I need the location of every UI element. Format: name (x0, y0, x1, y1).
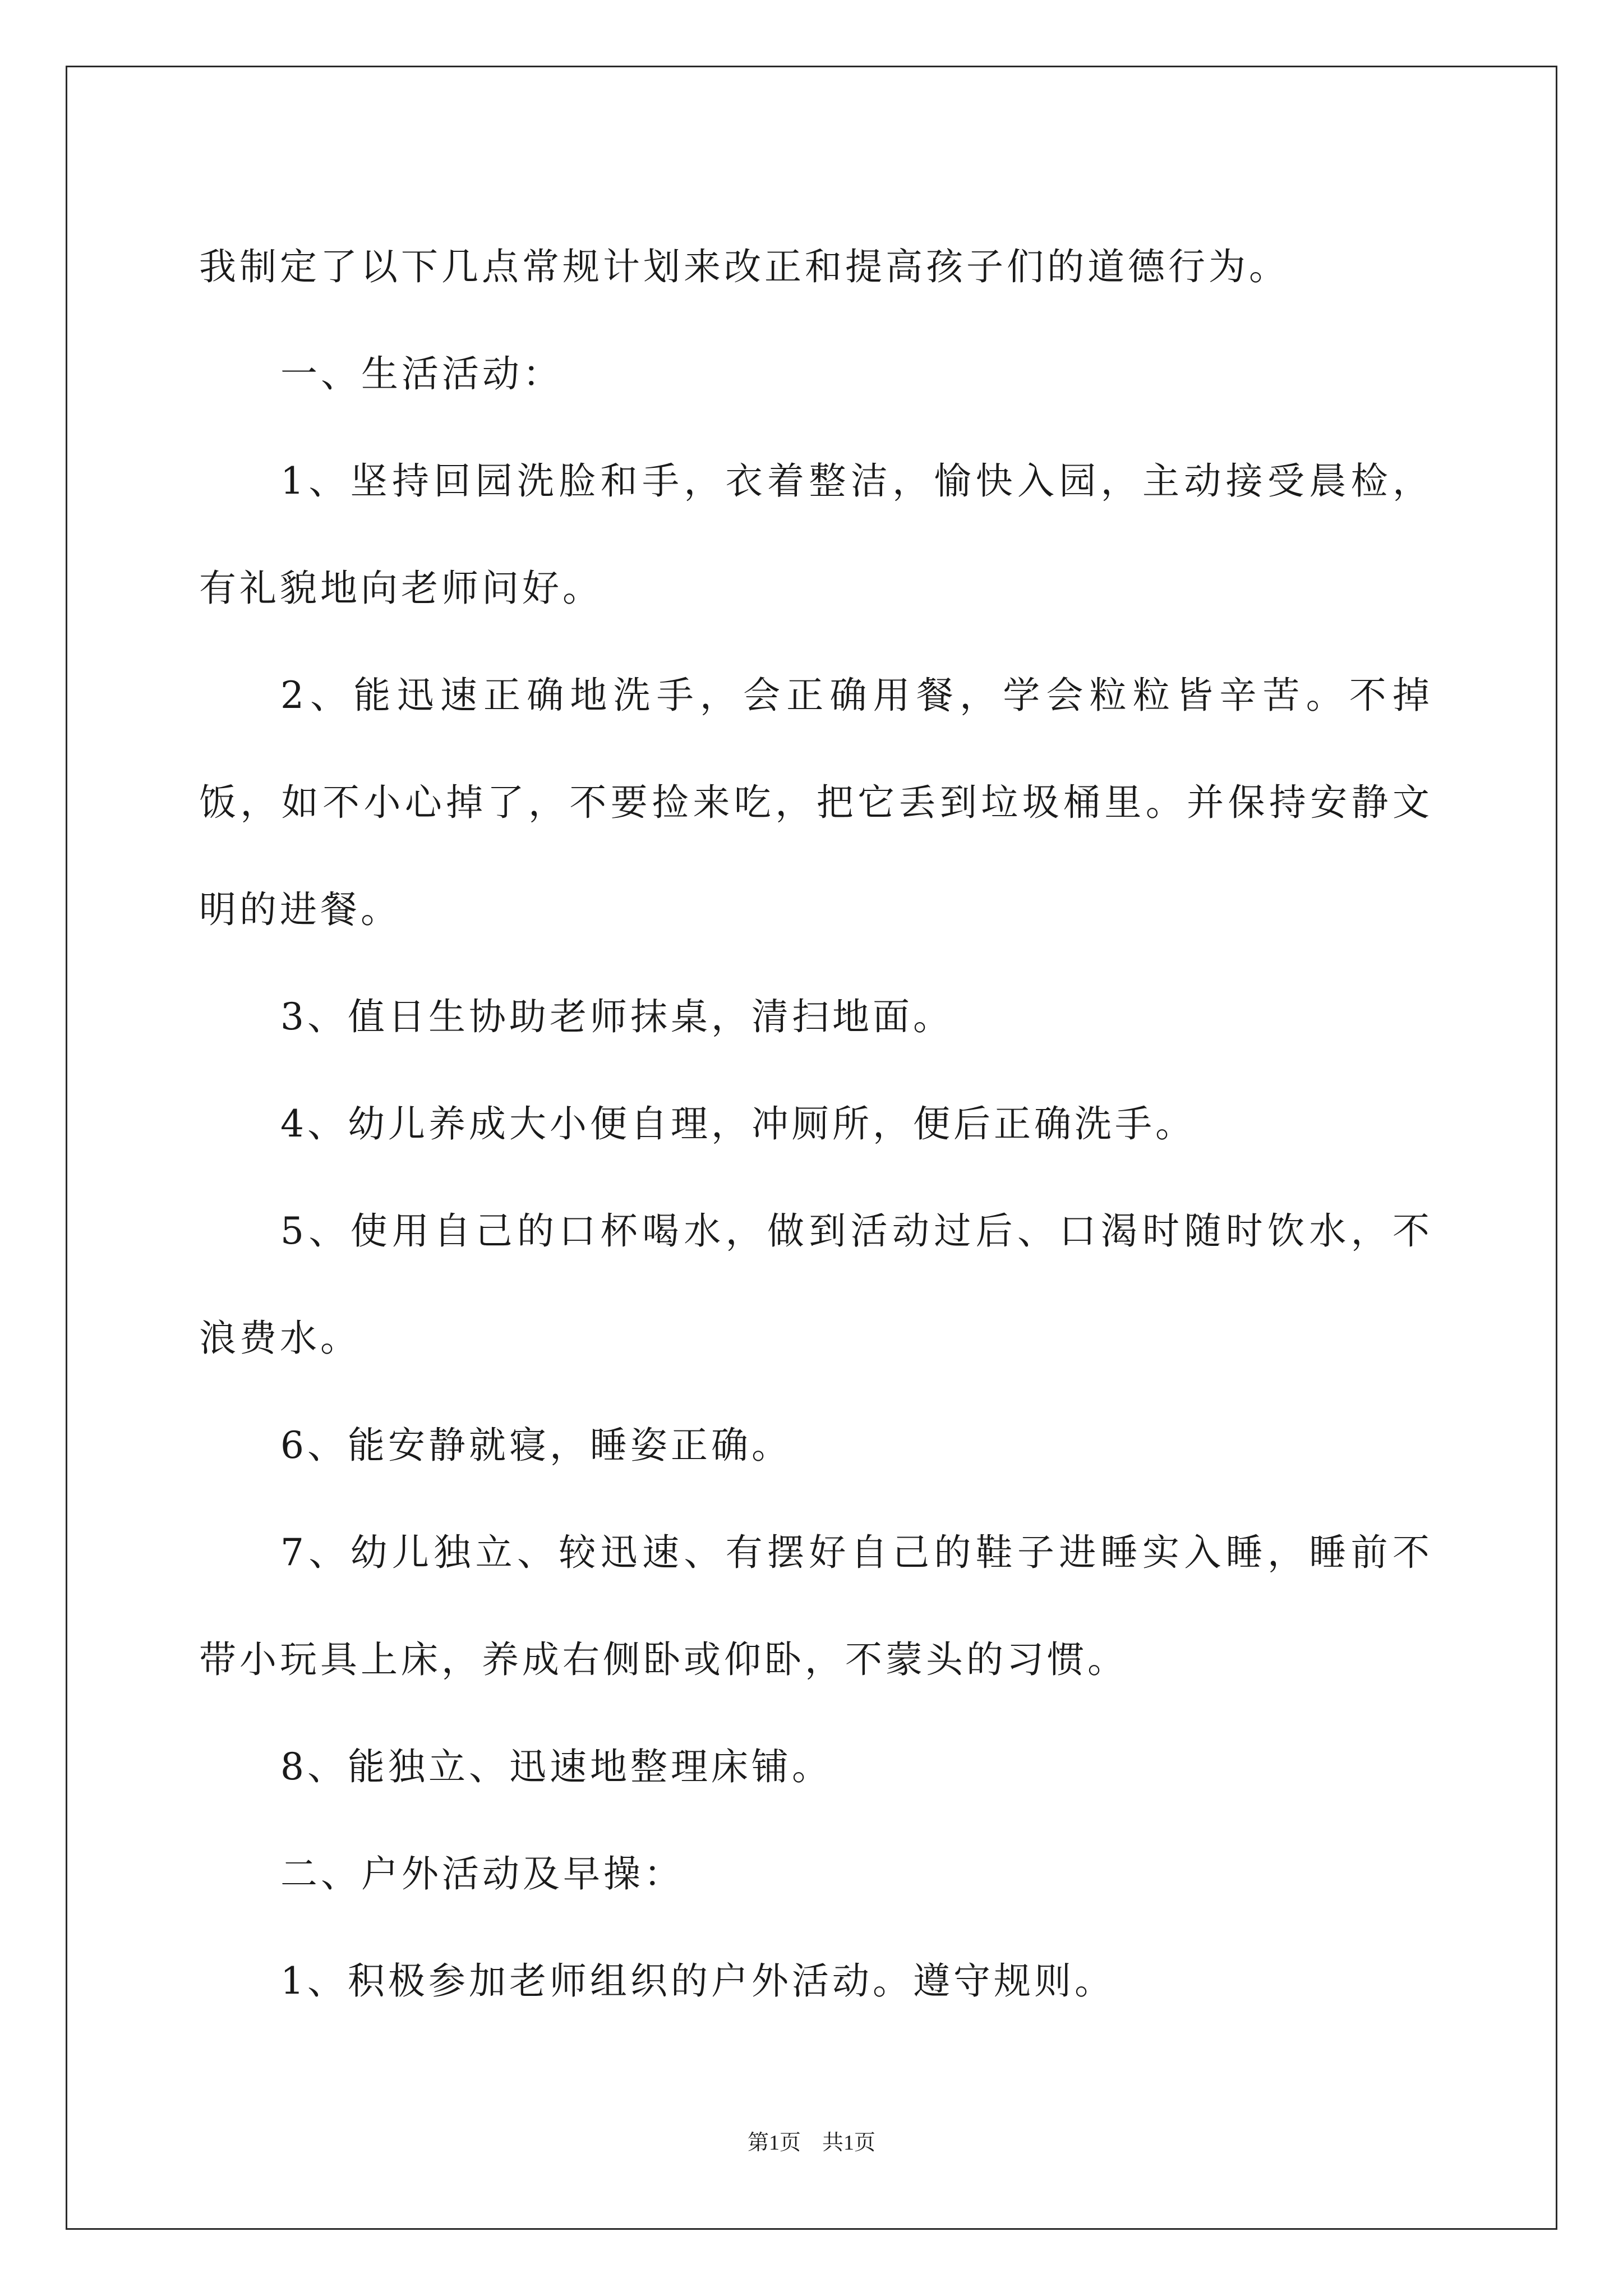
document-body (199, 213, 1433, 2035)
list-item: 8、能独立、迅速地整理床铺。 (280, 1745, 832, 1788)
list-item: 6、能安静就寝，睡姿正确。 (280, 1424, 792, 1467)
list-item: 7、幼儿独立、较迅速、有摆好自己的鞋子进睡实入睡，睡前不带小玩具上床，养成右侧卧或仰卧，不蒙头的习惯。 (199, 1531, 1433, 1681)
list-item: 4、幼儿养成大小便自理，冲厕所，便后正确洗手。 (280, 1102, 1196, 1145)
page-number-footer: 第1页 共1页 (747, 2131, 875, 2155)
list-item: 5、使用自己的口杯喝水，做到活动过后、口渴时随时饮水，不浪费水。 (199, 1209, 1433, 1360)
list-item: 3、值日生协助老师抹桌，清扫地面。 (280, 995, 953, 1038)
list-item: 2、能迅速正确地洗手，会正确用餐，学会粒粒皆辛苦。不掉饭，如不小心掉了，不要捡来吃，把它丢到垃圾桶里。并保持安静文明的进餐。 (199, 674, 1433, 931)
list-item: 1、积极参加老师组织的户外活动。遵守规则。 (280, 1959, 1115, 2003)
paragraph-intro: 我制定了以下几点常规计划来改正和提高孩子们的道德行为。 (199, 245, 1289, 288)
section-heading-outdoor-activities: 二、户外活动及早操： (280, 1852, 684, 1895)
list-item: 1、坚持回园洗脸和手，衣着整洁，愉快入园，主动接受晨检，有礼貌地向老师问好。 (199, 459, 1433, 610)
section-heading-life-activities: 一、生活活动： (280, 352, 563, 395)
